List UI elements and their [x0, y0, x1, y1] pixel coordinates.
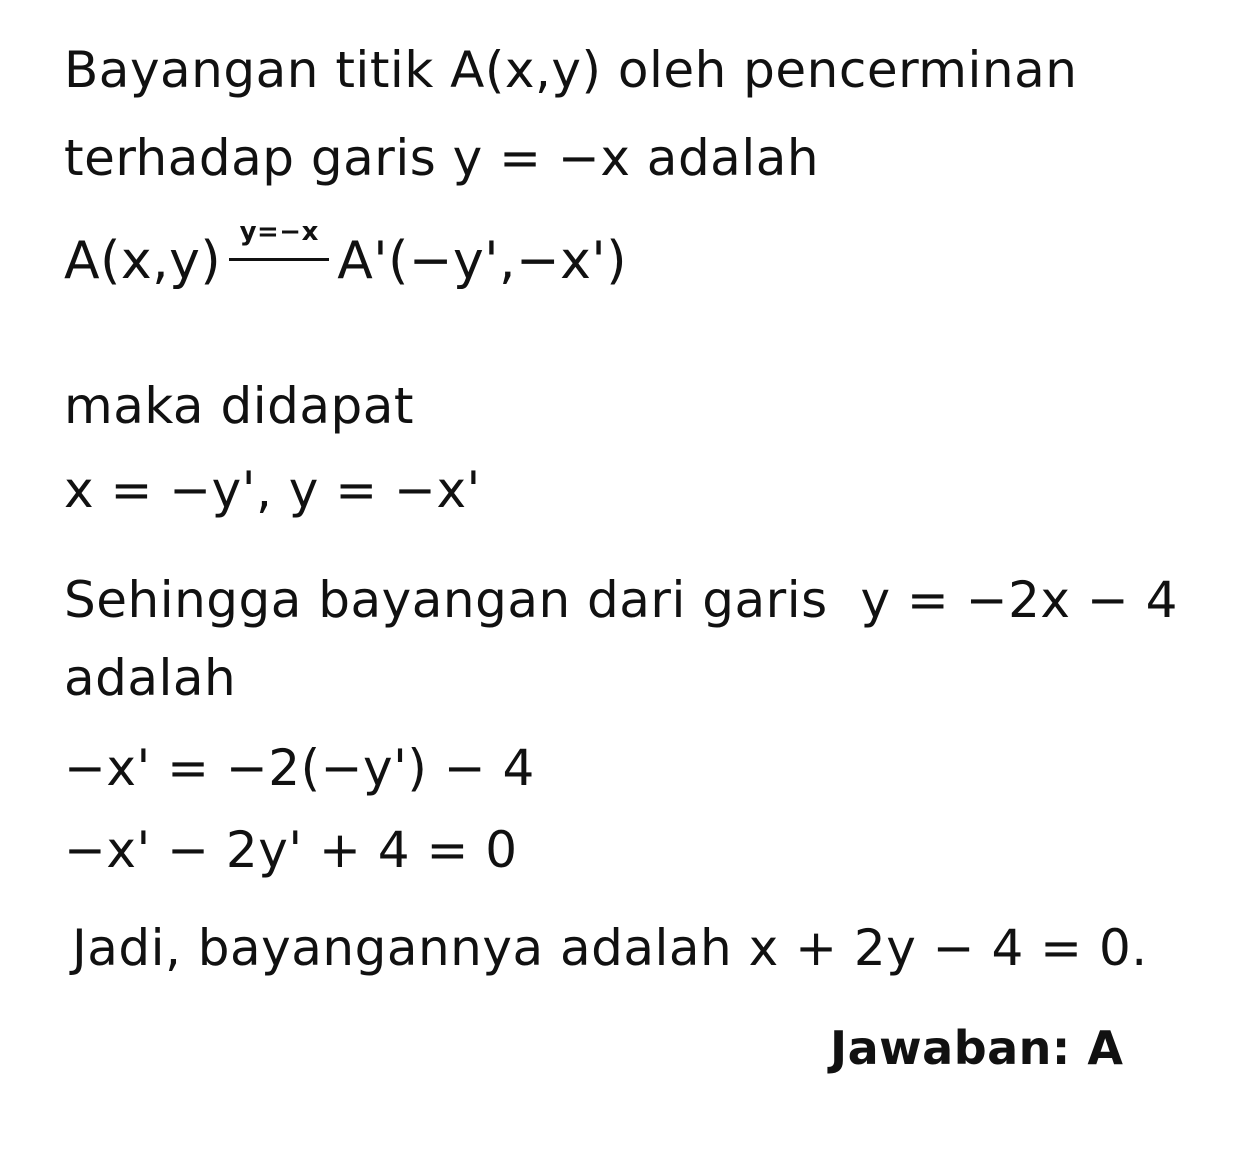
step1-intro: maka didapat — [64, 377, 414, 435]
mapping-right: A'(−y',−x') — [337, 231, 627, 291]
step2-equation-1: −x' = −2(−y') − 4 — [64, 739, 535, 797]
paragraph-line-2: terhadap garis y = −x adalah — [64, 129, 820, 187]
mapping-arrow — [225, 217, 333, 272]
step2-line1 — [64, 572, 1178, 630]
answer-label: Jawaban: A — [830, 1021, 1124, 1075]
paragraph-line-1: Bayangan titik A(x,y) oleh pencerminan — [64, 41, 1078, 99]
mapping-bar — [229, 258, 329, 261]
step2-line1-text: Sehingga bayangan dari garis — [64, 571, 828, 629]
reflection-mapping — [64, 217, 627, 292]
step2-equation-2: −x' − 2y' + 4 = 0 — [64, 821, 518, 879]
mapping-left: A(x,y) — [64, 231, 222, 291]
step2-line2: adalah — [64, 649, 237, 707]
step1-equation: x = −y', y = −x' — [64, 461, 481, 519]
mapping-condition: y=−x — [239, 217, 319, 247]
conclusion: Jadi, bayangannya adalah x + 2y − 4 = 0. — [72, 919, 1148, 977]
step2-line1-equation: y = −2x − 4 — [860, 571, 1178, 629]
